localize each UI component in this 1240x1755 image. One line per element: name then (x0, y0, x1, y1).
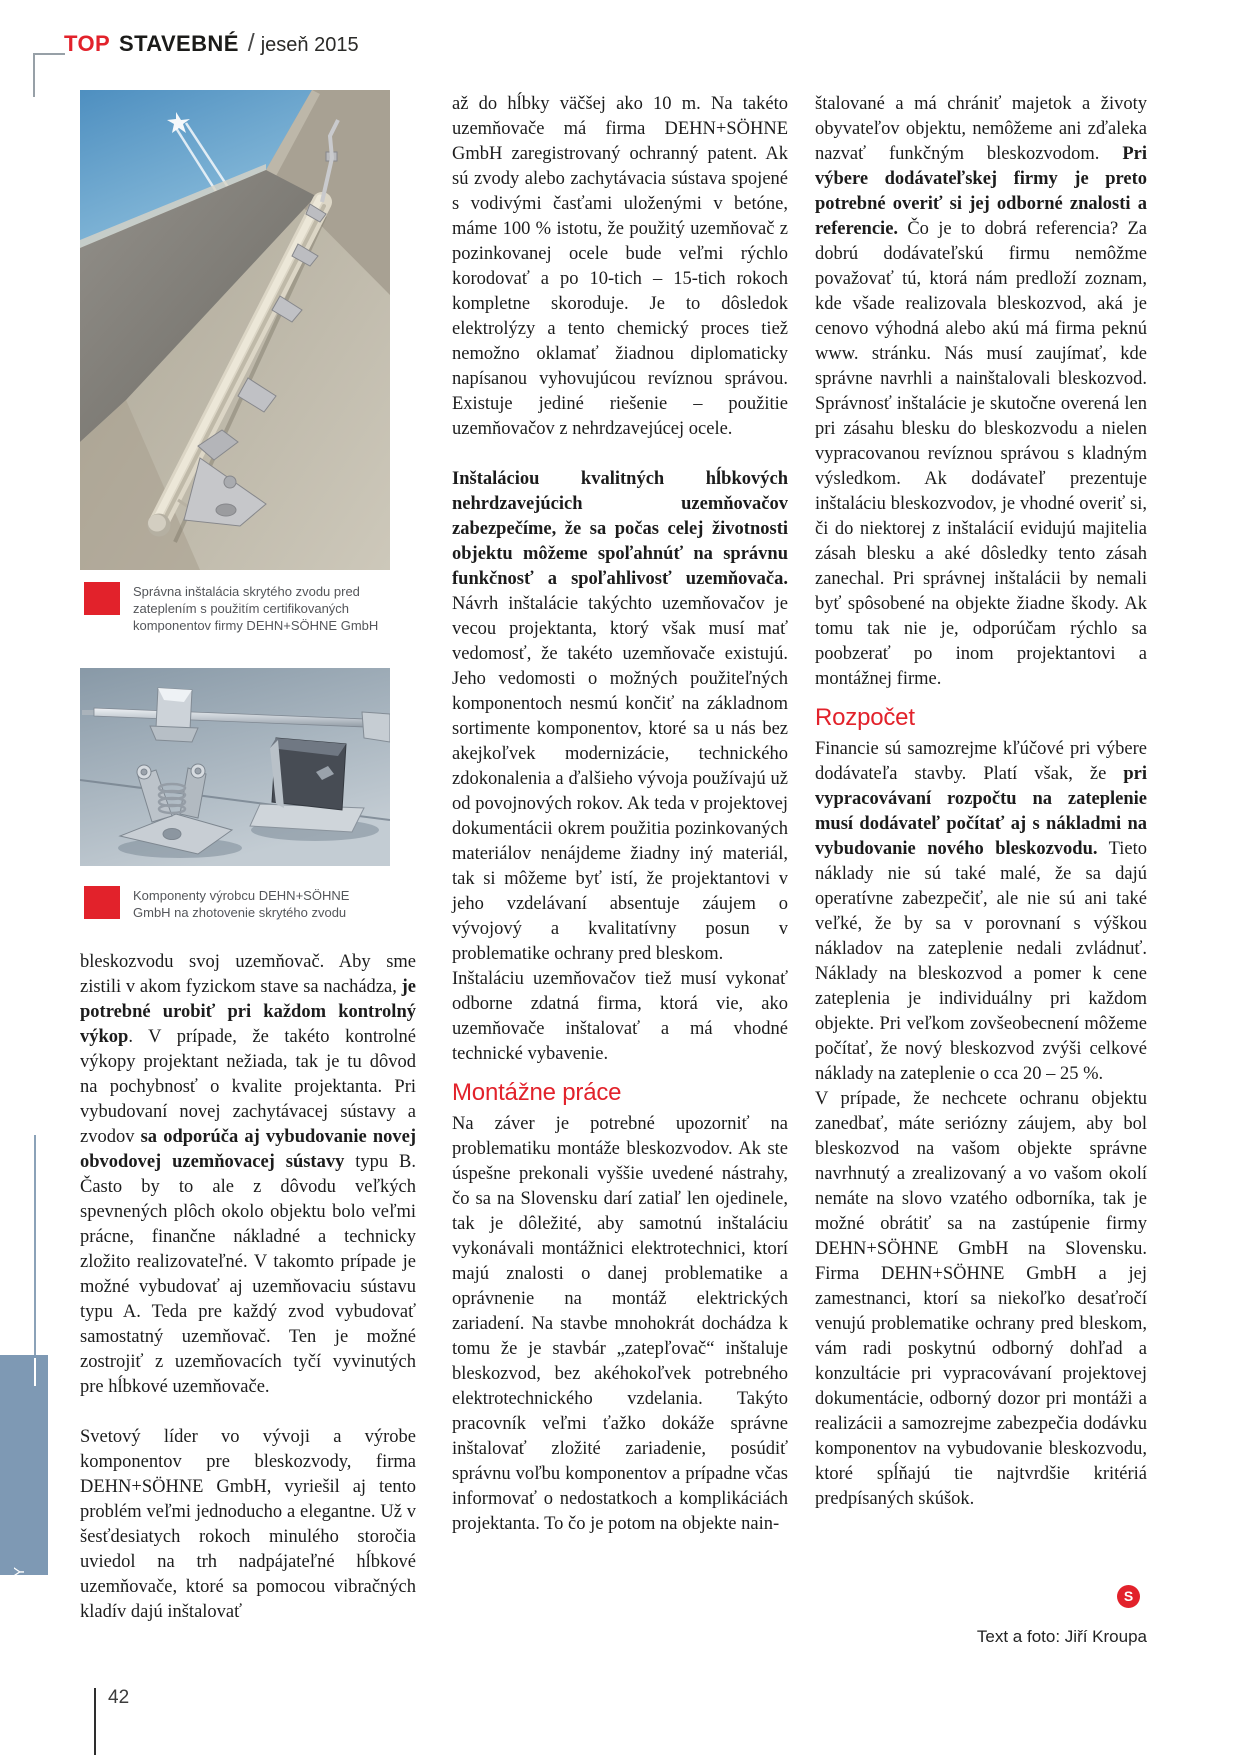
paragraph: štalované a má chrániť majetok a životy obyvateľov objektu, nemôžeme ani zďaleka nazvať funkčným bleskozvodom. Pri výbere dodávateľskej firmy je preto potrebné overiť si jej odborné znalosti a referencie. Čo je to dobrá referencia? Za dobrú dodávateľskú firmu nemôžme považovať tú, ktorá nám predloží zoznam, kde všade realizovala bleskozvod, aká je cenovo výhodná alebo akú má firma peknú www. stránku. Nás musí zaujímať, kde správne navrhli a nainštalovali bleskozvod. Správnosť inštalácie je skutočne overená len pri zásahu blesku do bleskozvodu a nielen vypracovanou revíznou správou s kladným výsledkom. Ak dodávateľ prezentuje inštaláciu bleskozvodov, je vhodné overiť si, či do niektorej z inštalácií evidujú majitelia zásah blesku a aké dôsledky tento zásah zanechal. Pri správnej inštalácii by nemali byť spôsobené na objekte žiadne škody. Ak tomu tak nie je, odporúčam rýchlo sa poobzerať po inom projektantovi a montážnej firme. (815, 94, 1147, 689)
paragraph: až do hĺbky väčšej ako 10 m. Na takéto uzemňovače má firma DEHN+SÖHNE GmbH zaregistrovaný ochranný patent. Ak sú zvody alebo zachytávacia sústava spojené s vodivými časťami uloženými v betóne, máme 100 % istotu, že použitý uzemňovač z pozinkovanej ocele bude veľmi rýchlo korodovať a po 10-tich – 15-tich rokoch kompletne skoroduje. Je to dôsledok elektrolýzy a tento chemický proces tiež nemožno oklamať žiadnou diplomaticky napísanou vyhovujúcou revíznou správou. Existuje jediné riešenie – použitie uzemňovačov z nehrdzavejúcej ocele. (452, 94, 788, 439)
paragraph: Svetový líder vo vývoji a výrobe komponentov pre bleskozvody, firma DEHN+SÖHNE GmbH, vyriešil aj tento problém veľmi jednoducho a elegantne. Už v šesťdesiatych rokoch minulého storočia uviedol na trh nadpájateľné hĺbkové uzemňovače, ktoré sa pomocou vibračných kladív dajú inštalovať (80, 1427, 416, 1622)
figure-2-caption (84, 886, 396, 921)
article-end-mark: S (1117, 1585, 1140, 1608)
article-column-2 (452, 92, 788, 1537)
figure-caption-text: Správna inštalácia skrytého zvodu pred zateplením s použitím certifikovaných komponentov firmy DEHN+SÖHNE GmbH (133, 584, 379, 633)
paragraph: V prípade, že nechcete ochranu objektu zanedbať, máte seriózny záujem, aby bol bleskozvod na vašom objekte správne navrhnutý a zrealizovaný a vo vašom okolí nemáte na slovo vzatého odborníka, tak je možné obrátiť sa na zastúpenie firmy DEHN+SÖHNE GmbH na Slovensku. Firma DEHN+SÖHNE GmbH a jej zamestnanci, ktorí sa niekoľko desaťročí venujú problematike ochrany pred bleskom, vám radi poskytnú odborný dohľad a konzultácie pri vypracovávaní projektovej dokumentácie, odborný dozor pri montáži a realizácii a samozrejme zabezpečia dodávku komponentov na vybudovanie bleskozvodu, ktoré spĺňajú tie najtvrdšie kritériá predpísaných skúšok. (815, 1088, 1147, 1509)
masthead-brand-top: TOP (64, 31, 111, 56)
paragraph: Inštaláciu uzemňovačov tiež musí vykonať odborne zdatná firma, ktorá vie, ako uzemňovače inštalovať a má vhodné technické vybavenie. (452, 969, 788, 1064)
paragraph: Inštaláciou kvalitných hĺbkových nehrdzavejúcich uzemňovačov zabezpečíme, že sa počas celej životnosti objektu môžeme spoľahnúť na správnu funkčnosť a spoľahlivosť uzemňovača. Návrh inštalácie takýchto uzemňovačov je vecou projektanta, ktorý však musí mať vedomosť, že takéto uzemňovače existujú. Jeho vedomosti o možných použiteľných komponentoch nesmú končiť na základnom sortimente komponentov, ktoré sa u nás bez akejkoľvek modernizácie, technického zdokonalenia a ďalšieho vývoja používajú už od povojnových rokov. Ak teda v projektovej dokumentácii okrem použitia pozinkovaných materiálov nenájdeme žiadny iný materiál, tak si môžeme byť istí, že projektantovi v jeho vzdelávaní absentuje záujem o vývojový a kvalitatívny posun v problematike ochrany pred bleskom. (452, 469, 788, 964)
figure-1-photo-illustration (80, 90, 390, 570)
sidebar-tab-tick (34, 1358, 36, 1386)
masthead (64, 29, 359, 58)
caption-marker-square (84, 582, 120, 615)
header-corner-rule (33, 53, 65, 97)
figure-1-caption (84, 582, 396, 634)
sidebar-vertical-rule (34, 1135, 36, 1357)
figure-caption-text: Komponenty výrobcu DEHN+SÖHNE GmbH na zhotovenie skrytého zvodu (133, 888, 350, 920)
sidebar-section-tab (0, 1355, 48, 1575)
caption-marker-square (84, 886, 120, 919)
figure-2-render-illustration (80, 668, 390, 866)
folio-rule (94, 1688, 96, 1755)
figure-1 (80, 90, 390, 570)
masthead-separator: / (247, 29, 255, 57)
paragraph: Financie sú samozrejme kľúčové pri výbere dodávateľa stavby. Platí však, že pri vypracovávaní rozpočtu na zateplenie musí dodávateľ počítať aj s nákladmi na vybudovanie nového bleskozvodu. Tieto náklady nie sú také malé, že sa dajú operatívne zabezpečiť, ale nie sú ani také veľké, že by sa v porovnaní s výškou nákladov na zateplenie nedali zvládnuť. Náklady na bleskozvod a pomer k cene zateplenia je individuálny pri každom objekte. Pri veľkom zovšeobecnení môžeme počítať, že nový bleskozvod zvýši celkové náklady na zateplenie o cca 20 – 25 %. (815, 738, 1147, 1084)
section-heading: Montážne práce (452, 1079, 622, 1106)
sidebar-section-label: STAVEBNÉ MATERIÁLY (11, 1566, 28, 1747)
masthead-brand-title: STAVEBNÉ (119, 31, 239, 56)
article-column-3 (815, 92, 1147, 1512)
article-column-1 (80, 950, 416, 1625)
masthead-issue: jeseň 2015 (260, 34, 359, 56)
figure-2 (80, 668, 390, 866)
credit-line: Text a foto: Jiří Kroupa (976, 1627, 1147, 1646)
paragraph: Na záver je potrebné upozorniť na problematiku montáže bleskozvodov. Ak ste úspešne prekonali vyššie uvedené nástrahy, čo sa na Slovensku darí zatiaľ len ojedinele, tak je dôležité, aby samotnú inštaláciu vykonávali montážnici elektrotechnici, ktorí majú znalosti o danej problematike a oprávnenie na montáž elektrických zariadení. Na stavbe mnohokrát dochádza k tomu že je stavbár „zatepľovač“ inštaluje bleskozvod, bez akéhokoľvek potrebného elektrotechnického vzdelania. Takýto pracovník veľmi ťažko dokáže správne inštalovať zložité zariadenie, posúdiť správnu voľbu komponentov a prípadne včas informovať o nedostatkoch a komplikáciách projektanta. To čo je potom na objekte nain- (452, 1113, 788, 1534)
rod-clamp (150, 688, 198, 742)
paragraph: bleskozvodu svoj uzemňovač. Aby sme zistili v akom fyzickom stave sa nachádza, je potrebné urobiť pri každom kontrolný výkop. V prípade, že takéto kontrolné výkopy projektant nežiada, tak je tu dôvod na pochybnosť o kvalite projektanta. Pri vybudovaní novej zachytávacej sústavy a zvodov sa odporúča aj vybudovanie novej obvodovej uzemňovacej sústavy typu B. Často by to ale z dôvodu veľkých spevnených plôch okolo objektu bolo veľmi prácne, finančne nákladné a technicky zložito realizovateľné. V takomto prípade je možné vybudovať aj uzemňovaciu sústavu typu A. Teda pre každý zvod vybudovať samostatný uzemňovač. Ten je možné zostrojiť z uzemňovacích tyčí vyvinutých pre hĺbkové uzemňovače. (80, 952, 416, 1397)
page-number: 42 (108, 1687, 130, 1708)
section-heading: Rozpočet (815, 704, 915, 731)
